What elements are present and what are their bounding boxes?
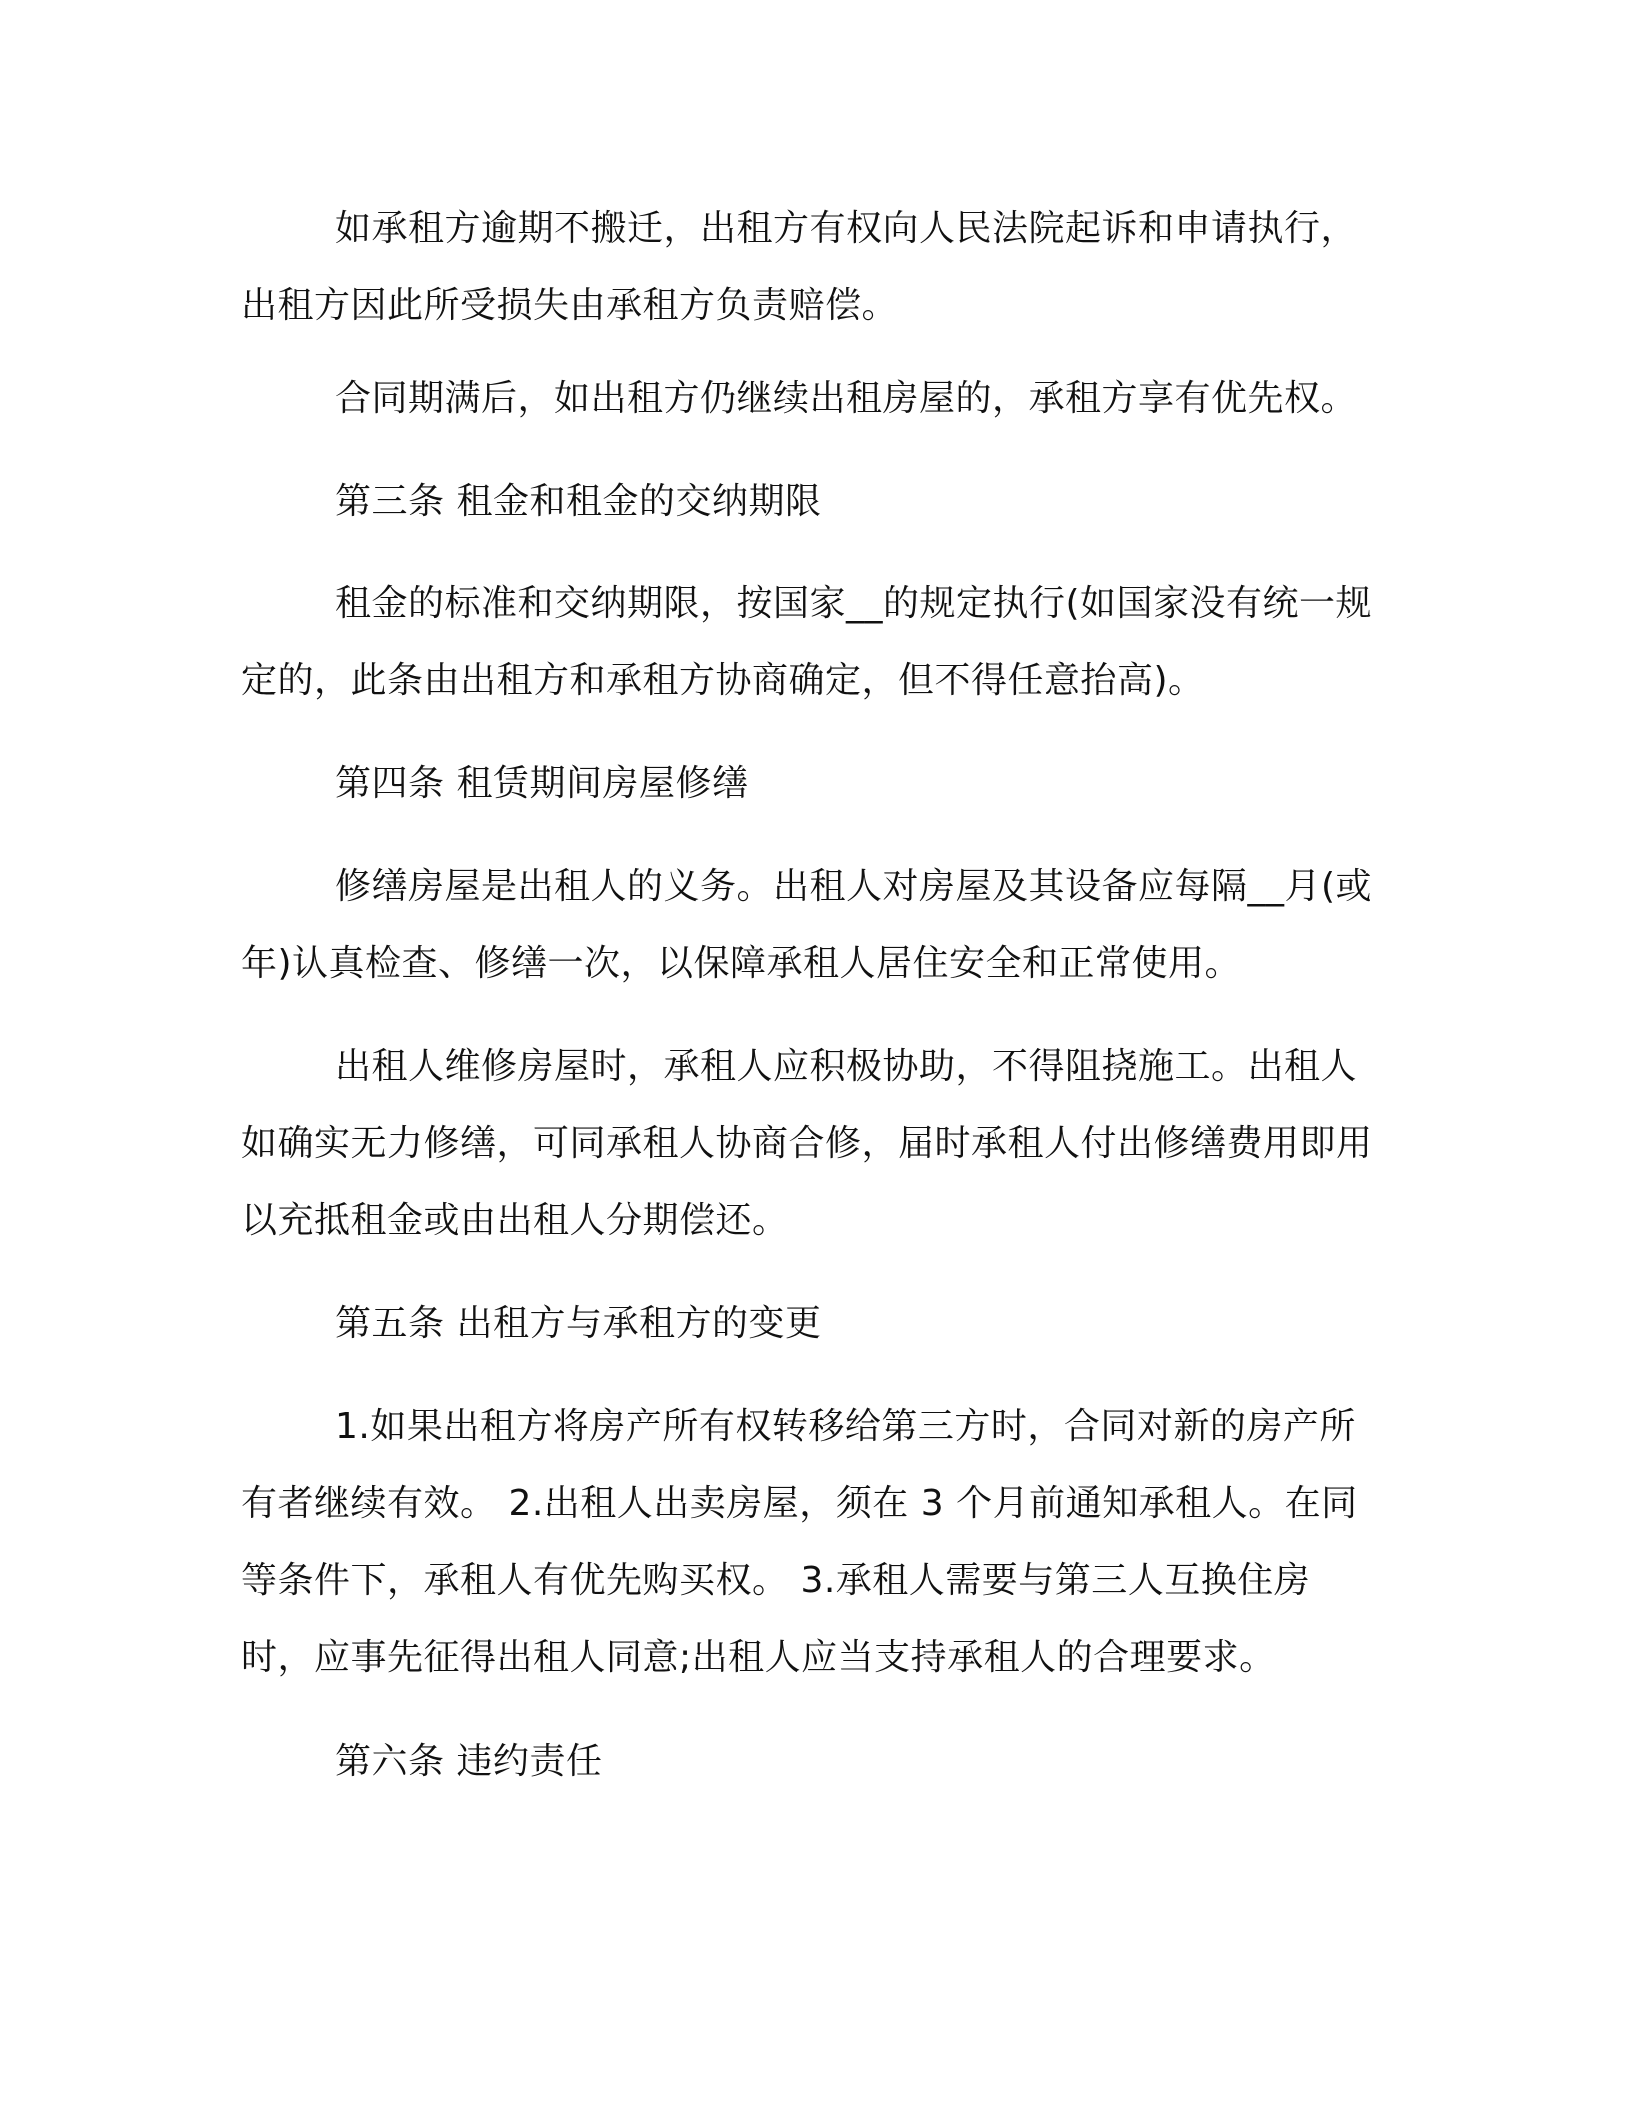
heading-article-3: 第三条 租金和租金的交纳期限 (335, 481, 822, 522)
paragraph-repair-duty: 修缮房屋是出租人的义务。出租人对房屋及其设备应每隔__月(或年)认真检查、修缮一次，以保障承租人居住安全和正常使用。 (241, 866, 1373, 984)
paragraph-rent-standard: 租金的标准和交纳期限，按国家__的规定执行(如国家没有统一规定的，此条由出租方和承租方协商确定，但不得任意抬高)。 (241, 583, 1373, 701)
heading-article-4: 第四条 租赁期间房屋修缮 (335, 763, 749, 804)
paragraph-tenant-overdue: 如承租方逾期不搬迁，出租方有权向人民法院起诉和申请执行，出租方因此所受损失由承租方负责赔偿。 (241, 208, 1358, 326)
paragraph-priority-right: 合同期满后，如出租方仍继续出租房屋的，承租方享有优先权。 (335, 378, 1358, 419)
heading-article-6: 第六条 违约责任 (335, 1741, 603, 1782)
paragraph-party-changes: 1.如果出租方将房产所有权转移给第三方时，合同对新的房产所有者继续有效。 2.出租人出卖房屋，须在 3 个月前通知承租人。在同等条件下，承租人有优先购买权。 3.承租人需要与第三人互换住房时，应事先征得出租人同意;出租人应当支持承租人的合理要求。 (241, 1406, 1358, 1678)
paragraph-repair-cooperation: 出租人维修房屋时，承租人应积极协助，不得阻挠施工。出租人如确实无力修缮，可同承租人协商合修，届时承租人付出修缮费用即用以充抵租金或由出租人分期偿还。 (241, 1046, 1373, 1241)
heading-article-5: 第五条 出租方与承租方的变更 (335, 1303, 822, 1344)
